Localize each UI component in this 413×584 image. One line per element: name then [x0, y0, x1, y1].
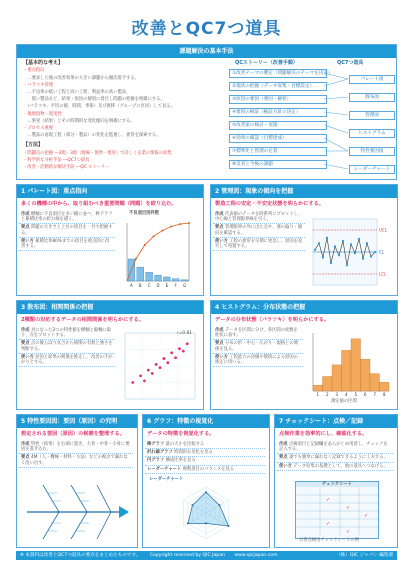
section-rows	[213, 211, 305, 251]
radar-point	[191, 504, 193, 506]
radar-point	[187, 522, 189, 524]
radar-chart	[173, 481, 239, 545]
limit-label: LCL	[379, 271, 387, 277]
cumulative-line	[127, 223, 189, 281]
basic-line: …要求した後の改善効果の大きい課題から順次着手する。	[23, 75, 140, 81]
fish-bone	[97, 512, 111, 539]
x-tick-label: C	[147, 283, 151, 288]
basic-line: ・現地現物・現実性	[23, 111, 62, 117]
data-point	[350, 243, 352, 245]
row-label: 作成	[279, 442, 288, 447]
row-text: 時間的な変化を見る	[174, 450, 213, 456]
connector-line	[324, 125, 348, 133]
check-sheet-title: チェックシート	[296, 482, 378, 487]
section-histogram	[210, 300, 398, 410]
fish-bone	[97, 485, 111, 512]
histogram-bar	[351, 339, 361, 391]
histogram-bar	[342, 350, 352, 391]
basic-line: ・バラツキ管理	[23, 82, 54, 88]
histogram-bar	[313, 385, 323, 391]
pareto-bar	[155, 275, 162, 281]
basic-line: …事実（結果）とその時期的な変化傾向を明確にする。	[23, 118, 135, 124]
pareto-bar	[163, 277, 170, 281]
x-tick-label: B	[138, 283, 142, 288]
x-tick-label: 5	[354, 392, 358, 397]
x-tick-label: 3	[335, 392, 339, 397]
row-label: 使い方	[279, 463, 292, 469]
scatter-point	[143, 379, 146, 382]
histogram-bar	[361, 359, 371, 391]
check-mark: ✓	[364, 513, 369, 520]
pareto-bar	[172, 279, 179, 281]
row-text: 点検項目と記録欄をあらかじめ用意し、チェックを記入する。	[279, 442, 388, 453]
scatter-point	[162, 357, 165, 360]
cumulative-point	[179, 223, 181, 225]
row-label: 要点	[21, 455, 30, 461]
histogram-bar	[380, 382, 390, 391]
radar-point	[205, 522, 207, 524]
row-label: 棒グラフ	[147, 442, 165, 447]
section-header: 3 散布図：相関関係の把握	[17, 301, 203, 314]
check-sheet-sample	[295, 481, 379, 539]
story-step: ⑥効果の確認（目標達成）	[229, 134, 327, 143]
histogram-chart	[307, 329, 393, 399]
scatter-corner-label: r=0.81	[177, 331, 192, 336]
section-rows	[19, 211, 115, 251]
connector-line	[324, 164, 348, 169]
data-point	[322, 256, 324, 258]
check-sheet-grid	[296, 487, 378, 535]
section-subtitle: 多くの機種の中から、取り組むべき重要問題（問題）を絞り込む。	[21, 201, 177, 207]
x-tick-label: D	[156, 283, 160, 288]
check-sheet-caption: 日常点検用チェックシートの例	[299, 538, 360, 543]
radar-series	[188, 492, 229, 526]
row-text: 誰でも簡単に漏れなく記録できるように工夫する。	[288, 455, 388, 461]
section-subtitle: 点検作業を効率的にし、確認化する。	[279, 431, 368, 437]
row-text: 対になった2つの特性値を横軸と縦軸に取り、点をプロットする。	[21, 328, 112, 339]
scatter-chart	[119, 329, 199, 405]
scatter-point	[182, 350, 185, 353]
x-tick-label: 4	[344, 392, 348, 397]
scatter-point	[186, 342, 189, 345]
histogram-xlabel: 測定値の区間	[331, 399, 357, 404]
row-text: 累積比率80%までの項目を重点的に改善する。	[21, 238, 110, 250]
data-point	[330, 262, 332, 264]
row-label: 使い方	[215, 238, 228, 244]
scatter-point	[151, 372, 154, 375]
row-text: 4M（人・機械・材料・方法）などの視点で漏れなく洗い出す。	[21, 455, 128, 466]
x-tick-label: A	[130, 283, 133, 288]
row-label: 使い方	[215, 354, 228, 360]
chart-title: 不良項目別件数	[129, 211, 160, 216]
section-rows	[145, 441, 265, 474]
check-mark: ✓	[326, 497, 331, 504]
x-tick-label: F	[174, 283, 177, 288]
radar-point	[219, 504, 221, 506]
data-point	[362, 258, 364, 260]
row-label: 円グラフ	[147, 458, 165, 464]
x-tick-label: 2	[325, 392, 329, 397]
footer-url[interactable]: www.qicjapan.com	[234, 553, 278, 558]
connector-line	[324, 79, 348, 86]
data-point	[342, 240, 344, 242]
section-header: 7 チェックシート：点検／記録	[275, 415, 397, 428]
tool-box: 管理図	[349, 111, 395, 120]
fish-head	[119, 506, 129, 518]
data-point	[354, 252, 356, 254]
scatter-point	[166, 361, 169, 364]
section-rows	[19, 441, 133, 468]
footer-copyright: Copyright reserved by QIC Japan	[149, 553, 225, 558]
section-subtitle: データの分布状態（バラツキ）を明らかにする。	[215, 317, 330, 323]
section-header: 4 ヒストグラム：分布状態の把握	[211, 301, 397, 314]
scatter-point	[170, 351, 173, 354]
section-rows	[213, 327, 303, 367]
story-step: ③原因の要因（要因・解析）	[229, 95, 327, 104]
check-mark: ✓	[346, 529, 351, 536]
row-label: 折れ線グラフ	[147, 450, 173, 456]
tools-heading: QC7つ道具	[337, 60, 364, 66]
scatter-point	[147, 369, 150, 372]
row-text: 問題の大きさと上位の項目を一目で把握する。	[21, 225, 113, 236]
data-point	[318, 242, 320, 244]
section-fishbone	[16, 414, 138, 548]
fish-bone	[43, 485, 59, 512]
data-point	[374, 251, 376, 253]
row-text: 量の大小を比較する	[165, 442, 205, 447]
row-text: 特性（結果）を右端に置き、大骨・中骨・小骨に要因を書き込む。	[21, 442, 130, 453]
row-label: 要点	[215, 225, 224, 231]
top-banner: 課題解決の基本手法	[17, 45, 396, 58]
row-text: 工程の異常を早期に発見し、原因を追究して処置する。	[215, 238, 303, 250]
method-heading: 【方法】	[23, 142, 44, 149]
method-line: ・問題点の把握 ―3現・3現（現場・現物・現実）で詳しく企業の情報の収集	[23, 150, 172, 156]
footer-publisher: （株）QIC ジャパン 編集部	[336, 553, 393, 558]
section-control-chart	[210, 184, 398, 296]
check-mark: ✓	[346, 505, 351, 512]
data-point	[334, 245, 336, 247]
pareto-bar	[181, 280, 188, 281]
row-text: 分布の形・中心・広がり・規格との関係を見る。	[215, 341, 299, 352]
row-text: 管理限界の外に出た点や、連の偏り・傾向を確認する。	[215, 225, 303, 236]
pareto-bar	[137, 267, 144, 281]
section-header: 2 管理図：現象の傾向を把握	[211, 185, 397, 198]
data-point	[338, 254, 340, 256]
row-text: 複数項目のバランスを見る	[182, 466, 235, 472]
row-label: 要点	[21, 341, 30, 347]
row-label: 使い方	[21, 354, 34, 360]
tool-box: パレート図	[349, 75, 395, 84]
basics-heading: 【基本的な考え】	[23, 60, 64, 66]
data-point	[326, 237, 328, 239]
scatter-point	[178, 347, 181, 350]
data-point	[358, 238, 360, 240]
row-text: 構成比率を見る	[165, 458, 196, 464]
cumulative-point	[170, 225, 172, 227]
histogram-bar	[332, 365, 342, 391]
x-tick-label: E	[165, 283, 169, 288]
limit-label: CL	[379, 249, 385, 255]
tool-box: ヒストグラム	[349, 129, 395, 138]
poster-page	[6, 6, 407, 578]
x-tick-label: 8	[382, 392, 386, 397]
top-section	[16, 44, 397, 180]
story-heading: QCストーリー（改善手順）	[235, 60, 298, 66]
row-text: 原因と結果の関係を推定し、改善の手がかりとする。	[21, 354, 113, 366]
method-line: ・科学的な分析手法 ―QC7つ道具	[23, 158, 90, 164]
histogram-bar	[323, 377, 333, 392]
scatter-point	[131, 381, 134, 384]
story-step: ⑦標準化と管理の定着	[229, 147, 327, 156]
row-text: データを区間に分け、各区間の度数を柱状に表す。	[215, 328, 298, 339]
row-label: 要点	[21, 225, 30, 231]
row-text: 点の散らばり具合から相関の有無と強さを判断する。	[21, 341, 113, 352]
row-label: 作成	[21, 442, 30, 447]
connector-line	[324, 112, 348, 115]
basic-line: ・重点指向	[23, 68, 45, 74]
section-subtitle: 2種類の対応するデータの相関関係を明らかにする。	[21, 317, 144, 323]
section-subtitle: データの特徴を視覚化する。	[147, 431, 215, 437]
radar-label: レーダーチャート	[149, 477, 184, 482]
connector-line	[324, 73, 348, 79]
fish-bone	[71, 485, 87, 512]
basic-line: 低い製品など、結果・原因の層別に着目し問題の把握を明確にする。	[23, 97, 165, 103]
cumulative-point	[188, 222, 190, 224]
row-label: 作成	[215, 328, 224, 333]
connector-line	[324, 97, 348, 99]
connector-line	[324, 138, 348, 151]
row-label: レーダーチャート	[147, 466, 182, 472]
fish-bone	[43, 512, 59, 539]
x-tick-label: 6	[363, 392, 367, 397]
section-subtitle: 製造工程の安定・不安定状態を明らかにする。	[215, 201, 324, 207]
row-label: 使い方	[21, 238, 34, 244]
section-rows	[19, 327, 115, 367]
cumulative-point	[161, 230, 163, 232]
check-mark: ✓	[326, 521, 331, 528]
scatter-point	[174, 356, 177, 359]
scatter-point	[139, 375, 142, 378]
x-tick-label: 1	[316, 392, 320, 397]
section-scatter	[16, 300, 204, 410]
footer-bar	[16, 551, 397, 560]
pareto-chart	[117, 219, 199, 291]
method-line: ・改善・活動的な解決手段 ―QC ストーリー	[23, 165, 110, 171]
data-point	[346, 264, 348, 266]
story-step: ⑧反省と今後の課題	[229, 160, 327, 169]
scatter-point	[155, 363, 158, 366]
story-step: ②現状の把握（データ収集・目標設定）	[229, 82, 327, 91]
row-text: 横軸に不良項目を多い順に並べ、棒グラフと累積比率の折れ線を描く。	[21, 212, 113, 223]
radar-point	[205, 491, 207, 493]
page-title: 改善とQC7つ道具	[131, 19, 282, 39]
limit-label: UCL	[379, 227, 387, 233]
data-point	[314, 249, 316, 251]
section-check-sheet	[274, 414, 398, 548]
histogram-bar	[370, 374, 380, 391]
row-label: 要点	[215, 341, 224, 347]
story-step: ④要因の検証（検証方針の決定）	[229, 108, 327, 117]
x-tick-label: G	[183, 283, 187, 288]
tool-box: 特性要因図	[349, 147, 395, 156]
tool-box: 散布図	[349, 93, 395, 102]
section-header: 6 グラフ：特徴の視覚化	[143, 415, 269, 428]
story-step: ①改善テーマの選定（問題解決のテーマを決定）	[229, 69, 327, 78]
control-chart	[307, 213, 393, 291]
data-point	[366, 242, 368, 244]
basic-line: ・プロセス重視	[23, 126, 54, 132]
data-point	[370, 255, 372, 257]
row-label: 作成	[21, 212, 30, 217]
fish-bone	[71, 512, 87, 539]
fishbone-diagram	[23, 481, 131, 543]
scatter-point	[159, 366, 162, 369]
row-label: 要点	[279, 455, 288, 461]
row-label: 作成	[21, 328, 30, 333]
section-header: 5 特性要因図：要因（原因）の究明	[17, 415, 137, 428]
radar-point	[228, 525, 230, 527]
cumulative-point	[144, 244, 146, 246]
section-header: 1 パレート図：重点指向	[17, 185, 203, 198]
story-step: ⑤改善案の検討・実施	[229, 121, 327, 130]
basics-column	[19, 59, 224, 171]
cumulative-point	[153, 235, 155, 237]
tool-box: レーダーチャート	[349, 165, 395, 174]
section-pareto	[16, 184, 204, 296]
row-text: 代表値のデータを時系列にプロットし、中心線と管理限界線を引く。	[215, 212, 303, 223]
row-label: 作成	[215, 212, 224, 217]
basic-line: …不良率の低い工程と高い工程、利益率の高い製品、	[23, 90, 131, 96]
story-tool-connectors	[322, 69, 352, 173]
pareto-bar	[146, 272, 153, 281]
section-rows	[277, 441, 393, 471]
row-text: データ収集の基礎として、他の道具へつなげる。	[293, 463, 388, 469]
cumulative-point	[135, 258, 137, 260]
section-subtitle: 想定される要因（原因）の候補を整理する。	[21, 431, 125, 437]
footer-left-text: ※ 本資料は改善とQC7つ道具の要点をまとめたものです。	[20, 553, 141, 558]
x-tick-label: 7	[373, 392, 377, 397]
section-graph	[142, 414, 270, 548]
basic-line: （バラツキ、平均の値、時間、季節）及び推移（グループに区切）して見る。	[23, 104, 176, 110]
basic-line: …製品の再現工程（部分・製品）の変化を監視し、異常を探索する。	[23, 133, 161, 139]
row-text: 工程能力の評価や層別による原因の推定に用いる。	[215, 354, 299, 366]
